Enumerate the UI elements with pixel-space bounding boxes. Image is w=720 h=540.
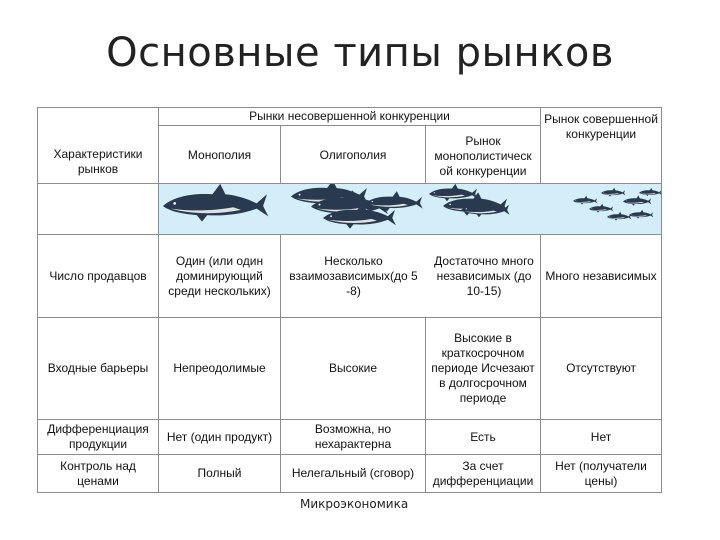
row-label: Число продавцов <box>38 235 159 318</box>
table-row-sellers <box>38 235 662 318</box>
cell-perfect: Нет <box>541 420 662 455</box>
cell-oligopoly-text: Несколько взаимозависимых(до 5 -8) <box>289 253 418 298</box>
cell-oligopoly: Нелегальный (сговор) <box>281 455 426 493</box>
table-row-barriers <box>38 318 662 420</box>
cell-oligopoly: Возможна, но нехарактерна <box>281 420 426 455</box>
row-label: Дифференциация продукции <box>38 420 159 455</box>
header-imperfect-group: Рынки несовершенной конкуренции <box>159 108 541 126</box>
fish-illustration <box>159 184 662 235</box>
perfect-competition-fish-icon <box>573 188 662 221</box>
cell-monopolistic: Есть <box>426 420 541 455</box>
fish-blank-cell <box>38 184 159 235</box>
header-perfect: Рынок совершенной конкуренции <box>541 108 662 184</box>
cell-monopolistic-text: Достаточно много независимых (до 10-15) <box>434 253 534 298</box>
cell-perfect: Нет (получатели цены) <box>541 455 662 493</box>
fish-illustration-row <box>38 184 662 235</box>
cell-monopoly: Один (или один доминирующий среди нескольких) <box>159 235 281 318</box>
sharks-illustration <box>161 184 663 234</box>
table-row-differentiation <box>38 420 662 455</box>
cell-perfect: Отсутствуют <box>541 318 662 420</box>
table-row-price-control <box>38 455 662 493</box>
row-label: Контроль над ценами <box>38 455 159 493</box>
header-oligopoly: Олигополия <box>281 126 426 184</box>
cell-monopolistic: Высокие в краткосрочном периоде Исчезают в долгосрочном периоде <box>426 318 541 420</box>
oligopoly-sharks-icon <box>291 184 423 229</box>
header-monopoly: Монополия <box>159 126 281 184</box>
cell-monopolistic: За счет дифференциации <box>426 455 541 493</box>
cell-oligopoly: Высокие <box>281 318 426 420</box>
monopoly-shark-icon <box>163 184 268 222</box>
header-group-row <box>38 108 662 126</box>
header-monopolistic: Рынок монополистическ ой конкуренции <box>426 126 541 184</box>
cell-monopoly: Нет (один продукт) <box>159 420 281 455</box>
page-title: Основные типы рынков <box>106 30 614 76</box>
cell-perfect: Много независимых <box>541 235 662 318</box>
cell-monopoly: Полный <box>159 455 281 493</box>
monopolistic-sharks-icon <box>429 184 510 217</box>
cell-monopoly: Непреодолимые <box>159 318 281 420</box>
row-label: Входные барьеры <box>38 318 159 420</box>
cell-oligopoly-monopolistic <box>281 235 541 318</box>
markets-table <box>37 107 662 493</box>
header-characteristics: Характеристики рынков <box>38 108 159 184</box>
footer-caption: Микроэкономика <box>300 497 409 511</box>
